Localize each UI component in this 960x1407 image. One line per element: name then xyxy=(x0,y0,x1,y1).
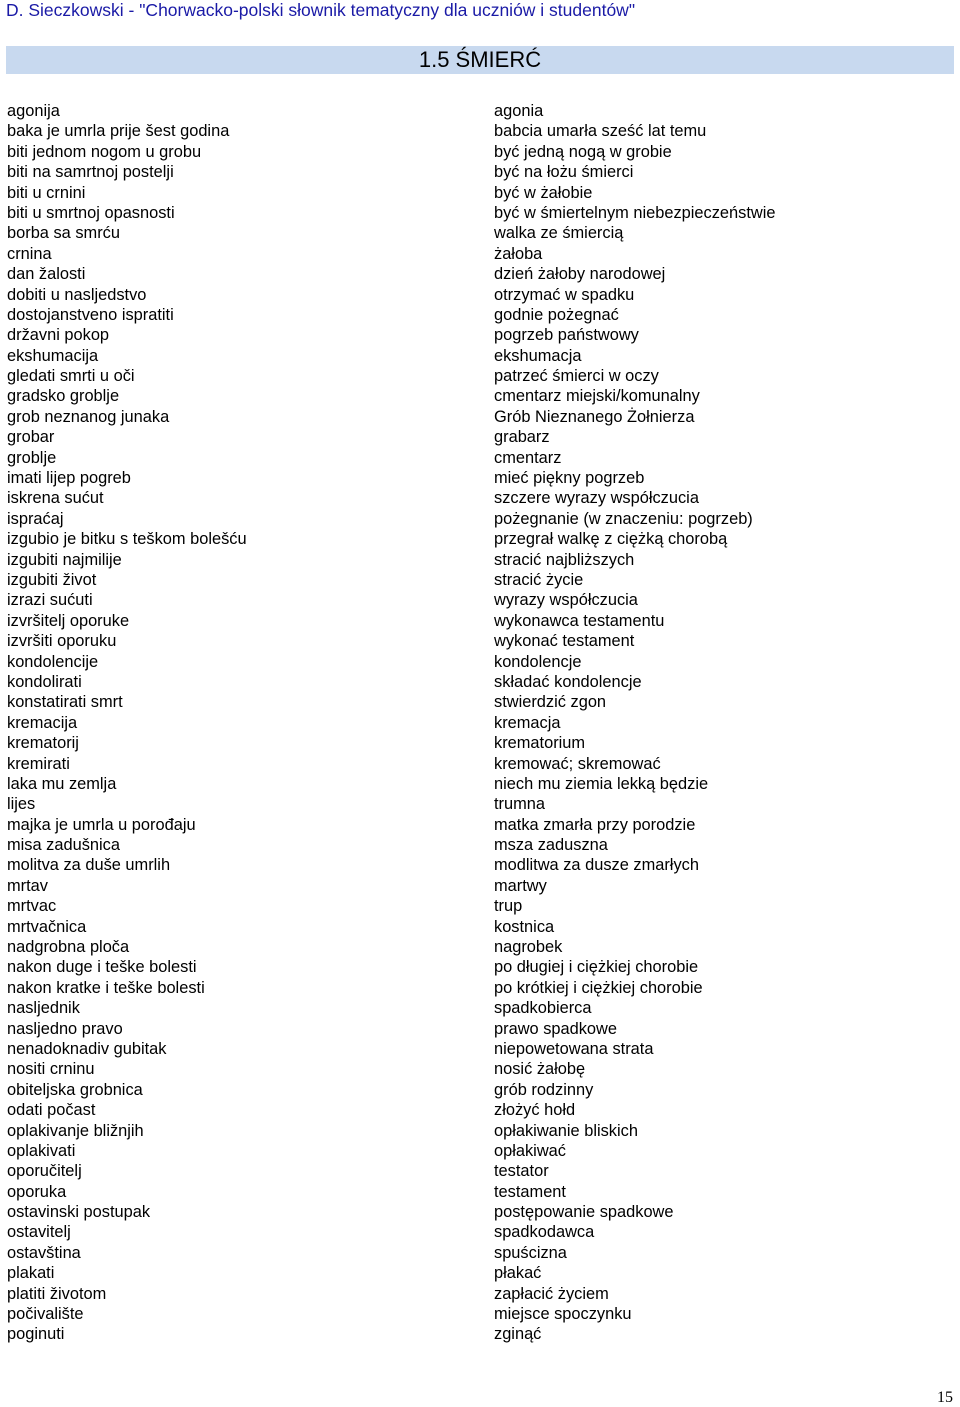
polish-translation: mieć piękny pogrzeb xyxy=(494,469,645,488)
polish-translation: prawo spadkowe xyxy=(494,1019,618,1038)
croatian-term: kondolencije xyxy=(7,652,99,671)
croatian-term: odati počast xyxy=(7,1101,96,1120)
polish-translation: krematorium xyxy=(494,734,586,753)
croatian-term: majka je umrla u porođaju xyxy=(7,815,196,834)
polish-translation: cmentarz xyxy=(494,448,562,467)
croatian-term: izgubiti najmilije xyxy=(7,550,122,569)
croatian-term: nositi crninu xyxy=(7,1060,95,1079)
polish-translation: być na łożu śmierci xyxy=(494,163,634,182)
polish-translation: kremować; skremować xyxy=(494,754,661,773)
croatian-term: mrtvačnica xyxy=(7,917,87,936)
croatian-term: biti u crnini xyxy=(7,183,86,202)
croatian-term: oporučitelj xyxy=(7,1162,82,1181)
polish-translation: trumna xyxy=(494,795,546,814)
document-header: D. Sieczkowski - "Chorwacko-polski słownik tematyczny dla uczniów i studentów" xyxy=(6,0,636,20)
croatian-term: dan žalosti xyxy=(7,265,86,284)
polish-translation: zginąć xyxy=(494,1325,542,1344)
polish-translation: żałoba xyxy=(494,244,543,263)
polish-translation: spadkobierca xyxy=(494,999,592,1018)
polish-translation: być w żałobie xyxy=(494,183,593,202)
croatian-term: crnina xyxy=(7,244,52,263)
polish-translation: pożegnanie (w znaczeniu: pogrzeb) xyxy=(494,509,753,528)
polish-translation: spuścizna xyxy=(494,1243,567,1262)
croatian-term: misa zadušnica xyxy=(7,836,120,855)
polish-translation: być w śmiertelnym niebezpieczeństwie xyxy=(494,203,776,222)
croatian-term: nakon duge i teške bolesti xyxy=(7,958,197,977)
polish-translation: testament xyxy=(494,1182,566,1201)
croatian-column xyxy=(7,101,247,1345)
croatian-term: ispraćaj xyxy=(7,509,64,528)
croatian-term: agonija xyxy=(7,102,60,120)
croatian-term: izgubio je bitku s teškom bolešću xyxy=(7,530,247,549)
croatian-term: grob neznanog junaka xyxy=(7,407,170,426)
croatian-term: groblje xyxy=(7,448,57,467)
polish-translation: godnie pożegnać xyxy=(494,305,619,324)
croatian-term: gradsko groblje xyxy=(7,387,120,406)
croatian-term: baka je umrla prije šest godina xyxy=(7,122,230,141)
croatian-term: mrtav xyxy=(7,876,48,895)
croatian-term: konstatirati smrt xyxy=(7,693,123,712)
polish-translation: martwy xyxy=(494,876,547,895)
polish-translation: cmentarz miejski/komunalny xyxy=(494,387,700,406)
croatian-term: nadgrobna ploča xyxy=(7,938,130,957)
croatian-term: kremacija xyxy=(7,713,78,732)
polish-translation: szczere wyrazy współczucia xyxy=(494,489,699,508)
croatian-term: molitva za duše umrlih xyxy=(7,856,171,875)
polish-translation: patrzeć śmierci w oczy xyxy=(494,367,659,386)
polish-translation: niech mu ziemia lekką będzie xyxy=(494,774,709,793)
polish-translation: pogrzeb państwowy xyxy=(494,326,639,345)
polish-translation: nagrobek xyxy=(494,938,563,957)
croatian-term: dobiti u nasljedstvo xyxy=(7,285,147,304)
polish-translation: ekshumacja xyxy=(494,346,582,365)
croatian-term: ostavština xyxy=(7,1243,81,1262)
croatian-term: krematorij xyxy=(7,734,79,753)
croatian-term: nenadoknadiv gubitak xyxy=(7,1039,167,1058)
polish-translation: miejsce spoczynku xyxy=(494,1305,632,1324)
polish-translation: stracić życie xyxy=(494,570,584,589)
croatian-term: mrtvac xyxy=(7,897,57,916)
croatian-term: kremirati xyxy=(7,754,70,773)
croatian-term: poginuti xyxy=(7,1325,65,1344)
polish-translation: grabarz xyxy=(494,428,550,447)
croatian-term: kondolirati xyxy=(7,672,82,691)
polish-translation: być jedną nogą w grobie xyxy=(494,142,672,161)
croatian-term: oplakivati xyxy=(7,1141,76,1160)
croatian-term: nasljedno pravo xyxy=(7,1019,123,1038)
croatian-term: borba sa smrću xyxy=(7,224,120,243)
croatian-term: izvršitelj oporuke xyxy=(7,611,130,630)
croatian-term: obiteljska grobnica xyxy=(7,1080,143,1099)
polish-translation: wykonać testament xyxy=(494,632,635,651)
polish-translation: kondolencje xyxy=(494,652,582,671)
polish-translation: dzień żałoby narodowej xyxy=(494,265,666,284)
polish-translation: wyrazy współczucia xyxy=(494,591,638,610)
croatian-term: dostojanstveno ispratiti xyxy=(7,305,174,324)
polish-translation: nosić żałobę xyxy=(494,1060,586,1079)
croatian-term: izgubiti život xyxy=(7,570,97,589)
croatian-term: oplakivanje bližnjih xyxy=(7,1121,144,1140)
polish-translation: wykonawca testamentu xyxy=(494,611,665,630)
polish-translation: walka ze śmiercią xyxy=(494,224,624,243)
polish-translation: po krótkiej i ciężkiej chorobie xyxy=(494,978,703,997)
croatian-term: izrazi sućuti xyxy=(7,591,93,610)
polish-translation: zapłacić życiem xyxy=(494,1284,609,1303)
polish-translation: babcia umarła sześć lat temu xyxy=(494,122,707,141)
croatian-term: laka mu zemlja xyxy=(7,774,117,793)
croatian-term: ekshumacija xyxy=(7,346,99,365)
polish-translation: Grób Nieznanego Żołnierza xyxy=(494,407,695,426)
polish-translation: niepowetowana strata xyxy=(494,1039,654,1058)
croatian-term: izvršiti oporuku xyxy=(7,632,117,651)
polish-column xyxy=(494,101,775,1345)
croatian-term: nakon kratke i teške bolesti xyxy=(7,978,205,997)
croatian-term: plakati xyxy=(7,1264,55,1283)
polish-translation: agonia xyxy=(494,102,544,120)
polish-translation: płakać xyxy=(494,1264,542,1283)
croatian-term: počivalište xyxy=(7,1305,84,1324)
section-title: 1.5 ŚMIERĆ xyxy=(418,47,542,72)
polish-translation: postępowanie spadkowe xyxy=(494,1203,674,1222)
polish-translation: złożyć hołd xyxy=(494,1101,576,1120)
croatian-term: oporuka xyxy=(7,1182,67,1201)
polish-translation: modlitwa za dusze zmarłych xyxy=(494,856,699,875)
croatian-term: biti jednom nogom u grobu xyxy=(7,142,202,161)
polish-translation: spadkodawca xyxy=(494,1223,595,1242)
polish-translation: otrzymać w spadku xyxy=(494,285,635,304)
polish-translation: stracić najbliższych xyxy=(494,550,635,569)
section-title-bar xyxy=(6,46,954,74)
polish-translation: przegrał walkę z ciężką chorobą xyxy=(494,530,728,549)
polish-translation: grób rodzinny xyxy=(494,1080,594,1099)
polish-translation: kremacja xyxy=(494,713,561,732)
croatian-term: imati lijep pogreb xyxy=(7,469,131,488)
polish-translation: opłakiwanie bliskich xyxy=(494,1121,638,1140)
croatian-term: lijes xyxy=(7,795,36,814)
croatian-term: biti u smrtnoj opasnosti xyxy=(7,203,175,222)
croatian-term: biti na samrtnoj postelji xyxy=(7,163,174,182)
page-number: 15 xyxy=(937,1389,953,1406)
croatian-term: ostavitelj xyxy=(7,1223,71,1242)
polish-translation: testator xyxy=(494,1162,549,1181)
croatian-term: platiti životom xyxy=(7,1284,107,1303)
polish-translation: matka zmarła przy porodzie xyxy=(494,815,696,834)
polish-translation: trup xyxy=(494,897,523,916)
croatian-term: iskrena sućut xyxy=(7,489,104,508)
polish-translation: składać kondolencje xyxy=(494,672,642,691)
polish-translation: kostnica xyxy=(494,917,555,936)
polish-translation: stwierdzić zgon xyxy=(494,693,607,712)
croatian-term: ostavinski postupak xyxy=(7,1203,151,1222)
polish-translation: po długiej i ciężkiej chorobie xyxy=(494,958,699,977)
croatian-term: državni pokop xyxy=(7,326,110,345)
croatian-term: grobar xyxy=(7,428,55,447)
polish-translation: opłakiwać xyxy=(494,1141,566,1160)
croatian-term: gledati smrti u oči xyxy=(7,367,135,386)
croatian-term: nasljednik xyxy=(7,999,80,1018)
polish-translation: msza zaduszna xyxy=(494,836,608,855)
